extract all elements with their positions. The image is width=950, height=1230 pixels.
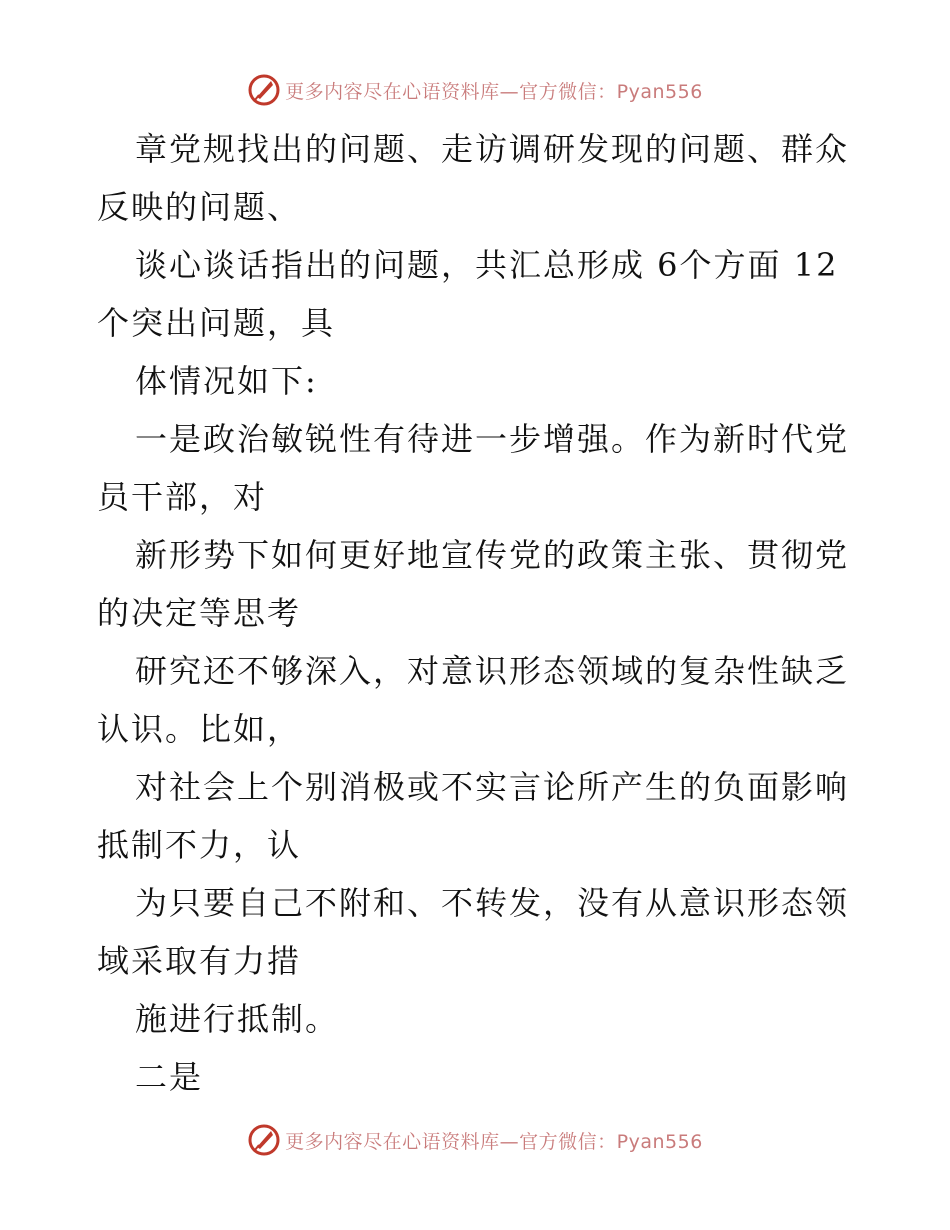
paragraph-line: 个突出问题，具 <box>97 304 336 342</box>
paragraph-line: 抵制不力，认 <box>97 826 302 864</box>
paragraph-line: 章党规找出的问题、走访调研发现的问题、群众 <box>135 130 850 168</box>
paragraph-line: 研究还不够深入，对意识形态领域的复杂性缺乏 <box>135 652 850 690</box>
paragraph-line: 体情况如下: <box>135 362 318 400</box>
watermark-text: 更多内容尽在心语资料库—官方微信：Pyan556 <box>285 80 703 103</box>
footer-watermark <box>0 1120 950 1160</box>
watermark-text: 更多内容尽在心语资料库—官方微信：Pyan556 <box>285 1130 703 1153</box>
paragraph-line: 域采取有力措 <box>97 942 302 980</box>
header-watermark <box>0 70 950 110</box>
paragraph-line: 二是 <box>135 1058 204 1096</box>
paragraph-line: 反映的问题、 <box>97 188 302 226</box>
document-body <box>97 120 857 1106</box>
paragraph-line: 施进行抵制。 <box>135 1000 340 1038</box>
paragraph-line: 对社会上个别消极或不实言论所产生的负面影响 <box>135 768 850 806</box>
paragraph-line: 员干部，对 <box>97 478 268 516</box>
paragraph-line: 认识。比如， <box>97 710 302 748</box>
paragraph-line: 一是政治敏锐性有待进一步增强。作为新时代党 <box>135 420 850 458</box>
quill-seal-icon <box>247 1123 281 1157</box>
quill-seal-icon <box>247 73 281 107</box>
paragraph-line: 新形势下如何更好地宣传党的政策主张、贯彻党 <box>135 536 850 574</box>
paragraph-line: 谈心谈话指出的问题，共汇总形成 6个方面 12 <box>135 246 839 284</box>
paragraph-line: 的决定等思考 <box>97 594 302 632</box>
paragraph-line: 为只要自己不附和、不转发，没有从意识形态领 <box>135 884 850 922</box>
